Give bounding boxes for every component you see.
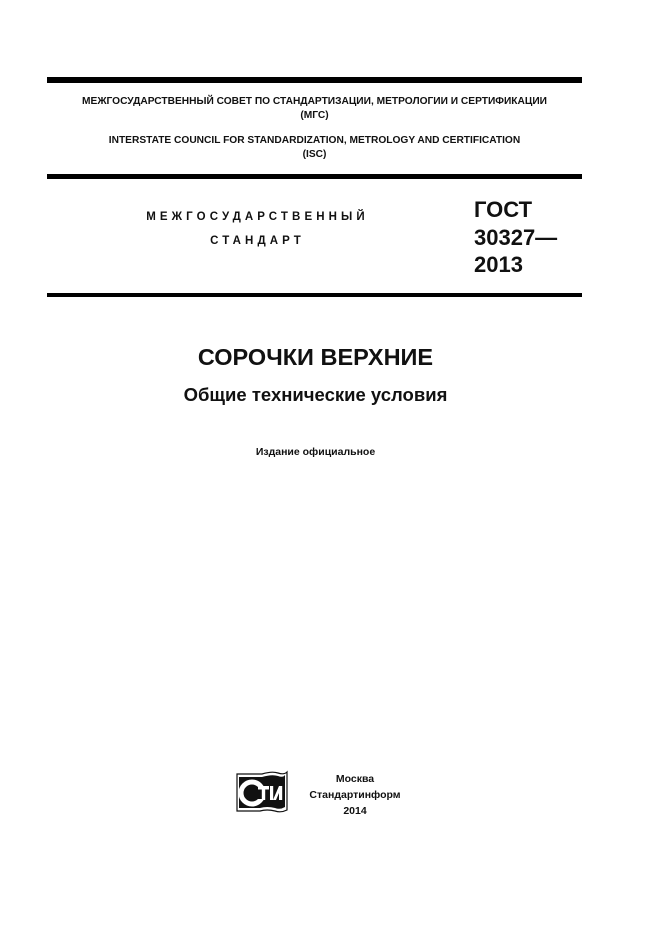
publisher-name: Стандартинформ — [309, 789, 401, 801]
council-name-ru-line: МЕЖГОСУДАРСТВЕННЫЙ СОВЕТ ПО СТАНДАРТИЗАЦИИ, МЕТРОЛОГИИ И СЕРТИФИКАЦИИ — [82, 96, 547, 107]
publisher-block — [300, 771, 410, 819]
council-name-russian — [47, 95, 582, 123]
document-title: СОРОЧКИ ВЕРХНИЕ — [197, 344, 434, 370]
council-name-english — [47, 134, 582, 162]
gost-prefix: ГОСТ — [474, 197, 533, 222]
designation-bottom-rule — [47, 293, 582, 297]
header-bottom-rule — [47, 174, 582, 179]
publisher-year: 2014 — [343, 805, 367, 817]
gost-number: 30327— — [474, 224, 558, 250]
document-subtitle: Общие технические условия — [183, 384, 448, 405]
publisher-city: Москва — [335, 773, 375, 785]
council-abbr-en: (ISC) — [302, 149, 327, 160]
standard-designation — [474, 196, 557, 279]
gost-year: 2013 — [474, 252, 523, 277]
standard-kind-line1: МЕЖГОСУДАРСТВЕННЫЙ — [146, 211, 369, 223]
standard-kind-line2: СТАНДАРТ — [210, 235, 305, 247]
standartinform-logo-icon — [234, 770, 289, 814]
council-name-en-line: INTERSTATE COUNCIL FOR STANDARDIZATION, METROLOGY AND CERTIFICATION — [108, 135, 521, 146]
council-abbr-ru: (МГС) — [300, 110, 329, 121]
top-rule — [47, 77, 582, 83]
edition-note: Издание официальное — [255, 446, 376, 458]
